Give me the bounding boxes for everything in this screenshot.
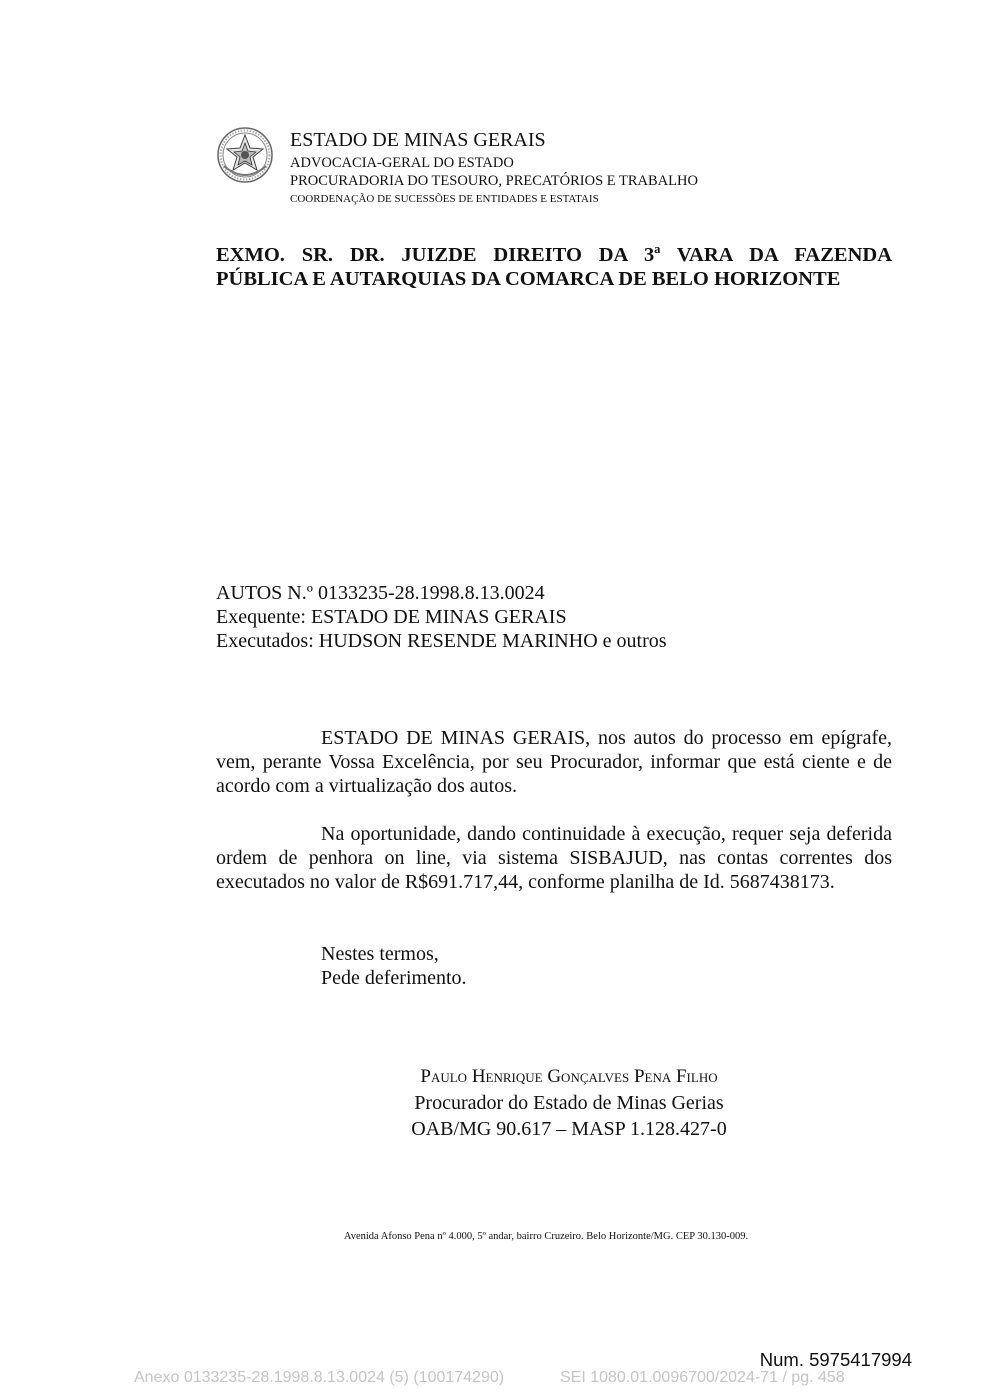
header-coordination: COORDENAÇÃO DE SUCESSÕES DE ENTIDADES E ESTATAIS: [290, 193, 599, 205]
case-number: AUTOS N.º 0133235-28.1998.8.13.0024: [216, 582, 545, 604]
case-details: [216, 581, 667, 653]
addressee: [216, 243, 892, 291]
annex-reference: Anexo 0133235-28.1998.8.13.0024 (5) (100174290): [134, 1369, 505, 1386]
signature-registration: OAB/MG 90.617 – MASP 1.128.427-0: [411, 1118, 727, 1140]
office-address-text: Avenida Afonso Pena nº 4.000, 5º andar, bairro Cruzeiro. Belo Horizonte/MG. CEP 30.130-009.: [343, 1231, 749, 1242]
addressee-line1: EXMO. SR. DR. JUIZDE DIREITO DA 3ª VARA DA FAZENDA: [216, 244, 892, 266]
signature-title: Procurador do Estado de Minas Gerias: [414, 1092, 724, 1114]
office-address: [216, 1231, 892, 1242]
header-department: PROCURADORIA DO TESOURO, PRECATÓRIOS E TRABALHO: [290, 173, 698, 189]
document-number: Num. 5975417994: [759, 1349, 912, 1370]
closing-line1: Nestes termos,: [321, 943, 439, 965]
header-agency: ADVOCACIA-GERAL DO ESTADO: [290, 155, 514, 171]
closing: [321, 942, 467, 990]
case-exequente: Exequente: ESTADO DE MINAS GERAIS: [216, 606, 567, 628]
addressee-line2: PÚBLICA E AUTARQUIAS DA COMARCA DE BELO HORIZONTE: [216, 268, 841, 290]
body-paragraph-2: Na oportunidade, dando continuidade à execução, requer seja deferida ordem de penhora on line, via sistema SISBAJUD, nas contas correntes dos executados no valor de R$691.717,44, conforme planilha de Id. 5687438173.: [216, 823, 892, 893]
sei-reference: SEI 1080.01.0096700/2024-71 / pg. 458: [560, 1369, 845, 1386]
case-executados: Executados: HUDSON RESENDE MARINHO e outros: [216, 630, 667, 652]
minas-gerais-coat-of-arms-icon: [216, 126, 274, 184]
body-paragraph-1: ESTADO DE MINAS GERAIS, nos autos do processo em epígrafe, vem, perante Vossa Excelência, por seu Procurador, informar que está ciente e de acordo com a virtualização dos autos.: [216, 727, 892, 797]
signature-block: [216, 1064, 892, 1142]
header-state: ESTADO DE MINAS GERAIS: [290, 129, 546, 151]
closing-line2: Pede deferimento.: [321, 967, 467, 989]
signature-name: Paulo Henrique Gonçalves Pena Filho: [420, 1066, 718, 1087]
